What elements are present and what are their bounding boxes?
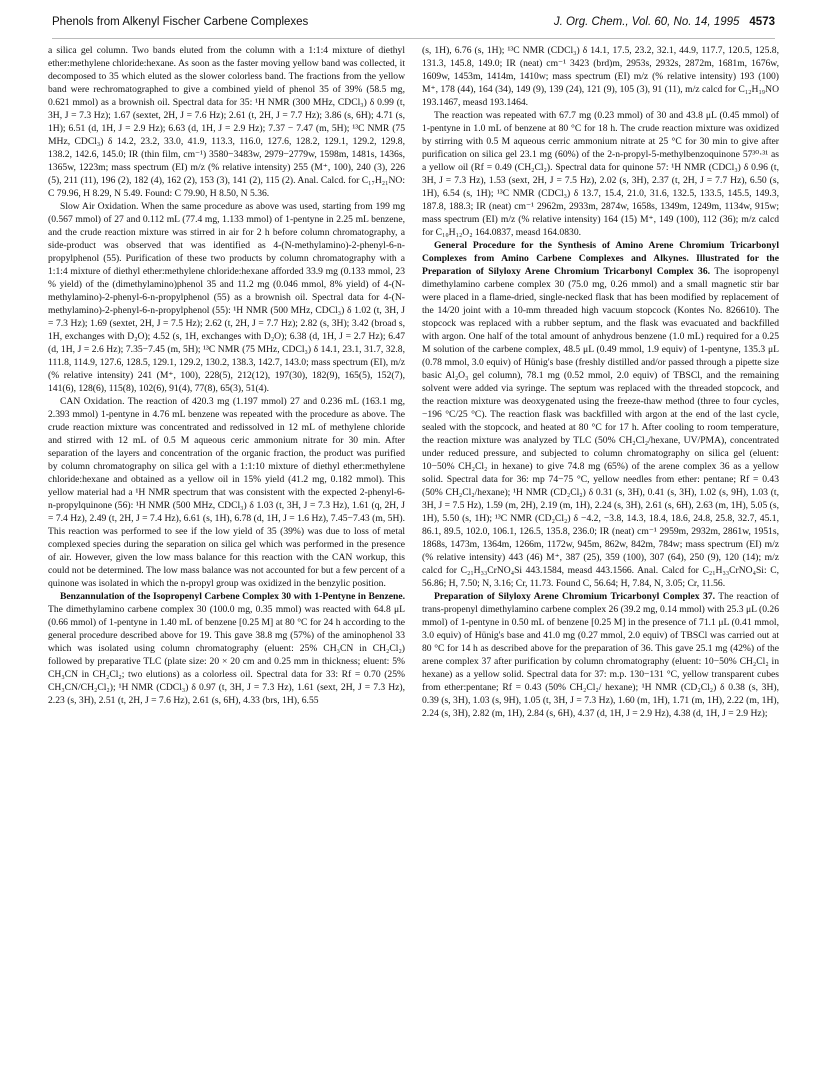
paragraph [48, 44, 405, 200]
paragraph [422, 109, 779, 239]
paragraph [422, 590, 779, 720]
section-heading: Benzannulation of the Isopropenyl Carbene Complex 30 with 1-Pentyne in Benzene. [60, 591, 405, 602]
paragraph [422, 239, 779, 590]
page-header [52, 16, 775, 39]
right-text-column [422, 44, 779, 1062]
paragraph-text: The dimethylamino carbene complex 30 (100.0 mg, 0.35 mmol) was reacted with 64.8 μL (0.66 mmol) of 1-pentyne in 1.40 mL of benzene [0.25 M] at 80 °C for 24 h according to the general procedure described above for 19. This gave 38.8 mg (57%) of the aminophenol 33 which was isolated using column chromatography (eluent: 25% CH₃CN in CH₂Cl₂) followed by preparative TLC (plate size: 20 × 20 cm and 0.25 mm in thickness; eluent: 5% CH₃CN in CH₂Cl₂; two elutions) as a colorless oil. Spectral data for 33: Rf = 0.70 (25% CH₃CN/CH₂Cl₂); ¹H NMR (CDCl₃) δ 0.97 (t, 3H, J = 7.3 Hz), 1.61 (sext, 2H, J = 7.3 Hz), 2.23 (s, 3H), 2.51 (t, 2H, J = 7.6 Hz), 2.61 (s, 6H), 4.33 (brs, 1H), 6.55 [48, 604, 405, 706]
page-number: 4573 [749, 16, 775, 28]
paragraph-text: The reaction of trans-propenyl dimethylamino carbene complex 26 (39.2 mg, 0.14 mmol) with 25.3 μL (0.26 mmol) of 1-pentyne in 0.50 mL of benzene [0.25 M] in the presence of 71.1 μL (0.41 mmol, 3.0 equiv) of Hünig's base and 41.0 mg (0.27 mmol, 2.0 equiv) of TBSCl was carried out at 80 °C for 14 h as described above for the preparation of 36. This gave 25.1 mg (42%) of the arene complex 37 after purification by column chromatography (eluent: 10−50% CH₂Cl₂ in hexane) as a yellow solid. Spectral data for 37: m.p. 130−131 °C, yellow transparent cubes from ether:pentane; Rf = 0.43 (50% CH₂Cl₂/ hexane); ¹H NMR (CD₂Cl₂) δ 0.38 (s, 3H), 0.39 (s, 3H), 1.03 (s, 9H), 1.05 (t, 3H, J = 7.3 Hz), 1.60 (m, 1H), 1.71 (m, 1H), 2.22 (m, 1H), 2.24 (s, 3H), 2.82 (m, 1H), 2.84 (s, 6H), 4.37 (d, 1H, J = 2.9 Hz), 4.38 (d, 1H, J = 2.9 Hz); [422, 591, 779, 719]
left-text-column [48, 44, 405, 1062]
section-heading: Preparation of Silyloxy Arene Chromium Tricarbonyl Complex 37. [434, 591, 715, 602]
section-heading: General Procedure for the Synthesis of Amino Arene Chromium Tricarbonyl Complexes from Amino Carbene Complexes and Alkynes. Illustrated for the Preparation of Silyloxy Arene Chromium Tricarbonyl Complex 36. [422, 240, 779, 277]
running-head: Phenols from Alkenyl Fischer Carbene Complexes [52, 16, 309, 28]
journal-citation [554, 16, 775, 28]
paragraph [48, 395, 405, 590]
paragraph-text: The isopropenyl dimethylamino carbene complex 30 (75.0 mg, 0.26 mmol) and a small magnetic stir bar were placed in a flame-dried, single-necked flask that has been modified by replacement of the 14/20 joint with a 10-mm threaded high vacuum stopcock (Kontes No. 826610). The stopcock was replaced with a rubber septum, and the flask was evacuated and backfilled with argon. One half of the total amount of anhydrous benzene (1.0 mL) required for a 0.25 M solution of the carbene complex, 48.5 μL (0.49 mmol, 1.9 equiv) of 1-pentyne, 135.3 μL (0.78 mmol, 3.0 equiv) of Hünig's base (freshly distilled and/or passed through a pipette size basic Al₂O₃ gel column), 78.1 mg (0.52 mmol, 2.0 equiv) of TBSCl, and the remaining solvent were added via syringe. The septum was replaced with the threaded stopcock, and the reaction mixture was deoxygenated using the freeze-thaw method (three to four cycles, −196 °C/25 °C). The reaction flask was backfilled with argon at the end of the last cycle, sealed with the stopcock, and heated at 80 °C for 17 h. After cooling to room temperature, the reaction mixture was analyzed by TLC (50% CH₂Cl₂/hexane, UV/PMA), concentrated under reduced pressure, and subjected to column chromatography on silica gel (eluent: 10−50% CH₂Cl₂ in hexane) to give 74.8 mg (65%) of the arene complex 36 as a yellow solid. Spectral data for 36: mp 74−75 °C, yellow needles from ether: pentane; Rf = 0.43 (50% CH₂Cl₂/hexane); ¹H NMR (CD₂Cl₂) δ 0.31 (s, 3H), 0.41 (s, 3H), 1.02 (s, 9H), 1.03 (t, 3H, J = 7.5 Hz), 1.59 (m, 2H), 2.19 (m, 1H), 2.24 (s, 3H), 2.61 (s, 6H), 2.63 (m, 1H), 5.05 (s, 1H), 5.50 (s, 1H); ¹³C NMR (CD₂Cl₂) δ −4.2, −3.8, 14.3, 18.4, 18.6, 24.8, 25.8, 32.7, 45.1, 86.1, 89.5, 102.0, 106.1, 126.5, 135.8, 236.0; IR (neat) cm⁻¹ 2959m, 2932m, 2861w, 1951s, 1868s, 1473m, 1364m, 1266m, 1172w, 945m, 862w, 842m, 784w; mass spectrum (EI) m/z (% relative intensity) 443 (46) M⁺, 387 (25), 359 (100), 307 (64), 250 (9), 120 (14); m/z calcd for C₂₁H₃₃CrNO₄Si 443.1584, measd 443.1566. Anal. Calcd for C₂₁H₃₃CrNO₄Si: C, 56.86; H, 7.50; N, 3.16; Cr, 11.73. Found C, 56.64; H, 7.84, N, 3.05; Cr, 11.56. [422, 266, 779, 589]
paragraph [48, 200, 405, 395]
paragraph-text: a silica gel column. Two bands eluted from the column with a 1:1:4 mixture of diethyl ether:methylene chloride:hexane. As soon as the faster moving yellow band was collected, it decomposed to 35 which eluted as the slower colorless band. The fractions from the yellow band were rechromatographed to give a combined yield of phenol 35 of 39% (58.5 mg, 0.621 mmol) as a brownish oil. Spectral data for 35: ¹H NMR (300 MHz, CDCl₃) δ 0.99 (t, 3H, J = 7.3 Hz); 1.67 (sextet, 2H, J = 7.6 Hz); 2.61 (t, 2H, J = 7.7 Hz); 3.86 (s, 6H); 4.71 (s, 1H); 6.51 (d, 1H, J = 2.9 Hz); 6.63 (d, 1H, J = 2.9 Hz); 7.37 − 7.47 (m, 5H); ¹³C NMR (75 MHz, CDCl₃) δ 14.2, 23.2, 33.0, 41.9, 113.3, 116.0, 127.6, 128.2, 129.1, 129.2, 129.8, 138.2, 142.6, 145.0; IR (thin film, cm⁻¹) 3580−3483w, 2979−2779w, 1598m, 1481s, 1436s, 1365w, 1223m; mass spectrum (EI) m/z (% relative intensity) 255 (M⁺, 100), 240 (3), 226 (5), 211 (11), 196 (2), 182 (4), 162 (2), 153 (3), 141 (2), 115 (2). Anal. Calcd. for C₁₇H₂₁NO: C 79.96, H 8.29, N 5.49. Found: C 79.90, H 8.50, N 5.36. [48, 45, 405, 199]
paragraph-text: The reaction was repeated with 67.7 mg (0.23 mmol) of 30 and 43.8 μL (0.45 mmol) of 1-pentyne in 1.0 mL of benzene at 80 °C for 18 h. The crude reaction mixture was oxidized by stirring with 0.5 M aqueous cerric ammonium nitrate at 25 °C for 30 min to give after purification on silica gel 23.1 mg (60%) of the 2-n-propyl-5-methylbenzoquinone 57³⁰·³¹ as a yellow oil (Rf = 0.49 (CH₂Cl₂). Spectral data for quinone 57: ¹H NMR (CDCl₃) δ 0.96 (t, 3H, J = 7.3 Hz), 1.53 (sext, 2H, J = 7.5 Hz), 2.02 (s, 3H), 2.37 (t, 2H, J = 7.7 Hz), 6.50 (s, 1H), 6.54 (s, 1H); ¹³C NMR (CDCl₃) δ 13.7, 15.4, 21.0, 31.6, 132.5, 133.5, 145.5, 149.3, 187.8, 188.3; IR (neat) cm⁻¹ 2962m, 2933m, 2874w, 1658s, 1349m, 1249m, 1134w, 915w; mass spectrum (EI) m/z (% relative intensity) 164 (15) M⁺, 149 (100), 112 (36); m/z calcd for C₁₀H₁₂O₂ 164.0837, measd 164.0830. [422, 110, 779, 238]
paragraph-text: CAN Oxidation. The reaction of 420.3 mg (1.197 mmol) 27 and 0.236 mL (163.1 mg, 2.393 mmol) 1-pentyne in 4.76 mL benzene was repeated with the procedure as above. The crude reaction mixture was concentrated and redissolved in 12 mL of methylene chloride and stirred with 12 mL of 0.5 M aqueous ceric ammonium nitrate for 30 min. After separation of the layers and concentration of the organic fraction, the product was purified by column chromatography on silica gel with a 1:1:10 mixture of diethyl ether:methylene chloride:hexane and obtained as a yellow oil in 15% yield (41.2 mg, 0.182 mmol). This yellow material had a ¹H NMR spectrum that was consistent with the expected 2-phenyl-6-n-propylquinone (56): ¹H NMR (500 MHz, CDCl₃) δ 1.03 (t, 3H, J = 7.3 Hz), 1.61 (q, 2H, J = 7.4 Hz), 2.49 (t, 2H, J = 7.4 Hz), 6.61 (s, 1H), 6.78 (d, 1H, J = 1.6 Hz), 7.45−7.43 (m, 5H). This reaction was performed to see if the low yield of 35 (39%) was due to loss of metal complexed species during the separation on silica gel which was performed in the presence of air. However, given the low mass balance for this reaction with the CAN workup, this could not be determined. The low mass balance was not accounted for but a few percent of a quinone was isolated in which the n-propyl group was oxidized in the benzylic position. [48, 396, 405, 589]
journal-reference: J. Org. Chem., Vol. 60, No. 14, 1995 [553, 16, 740, 28]
paragraph-text: (s, 1H), 6.76 (s, 1H); ¹³C NMR (CDCl₃) δ 14.1, 17.5, 23.2, 32.1, 44.9, 117.7, 120.5, 125.8, 131.3, 145.8, 149.0; IR (neat) cm⁻¹ 3423 (brd)m, 2953s, 2932s, 2872m, 1681m, 1676w, 1609w, 1453m, 1414m, 1410w; mass spectrum (EI) m/z (% relative intensity) 193 (100) M⁺, 178 (44), 164 (34), 149 (9), 139 (24), 121 (9), 105 (3), 91 (11), m/z calcd for C₁₂H₁₉NO 193.1467, measd 193.1464. [422, 45, 779, 108]
paragraph [48, 590, 405, 707]
paragraph-text: Slow Air Oxidation. When the same procedure as above was used, starting from 199 mg (0.567 mmol) of 27 and 0.112 mL (77.4 mg, 1.133 mmol) of 1-pentyne in 2.25 mL benzene, and the crude reaction mixture was stirred in air for 2 h before column chromatography, a side-product was observed that was identified as 4-(N-methylamino)-2-phenyl-6-n-propylphenol (55). Purification of these two products by column chromatography with a 1:1:4 mixture of diethyl ether:methylene chloride:hexane afforded 33.9 mg (0.133 mmol, 23 % yield) of the (dimethylamino)phenol 35 and 11.2 mg (0.046 mmol, 8% yield) of 4-(N-methylamino)-2-phenyl-6-n-propylphenol (55) as a brownish oil. Spectral data for 4-(N-methylamino)-2-phenyl-6-n-propylphenol (55): ¹H NMR (500 MHz, CDCl₃) δ 1.02 (t, 3H, J = 7.3 Hz); 1.69 (sextet, 2H, J = 7.5 Hz); 2.62 (t, 2H, J = 7.7 Hz); 2.82 (s, 3H); 3.42 (broad s, 1H, exchanges with D₂O); 4.52 (s, 1H, exchanges with D₂O); 6.38 (d, 1H, J = 2.7 Hz); 6.47 (d, 1H, J = 2.6 Hz); 7.35−7.45 (m, 5H); ¹³C NMR (75 MHz, CDCl₃) δ 14.1, 23.1, 31.7, 32.8, 111.8, 114.9, 127.6, 128.5, 129.1, 129.2, 130.2, 138.3, 142.7, 143.0; mass spectrum (EI), m/z (% relative intensity) 241 (M⁺, 100), 228(5), 212(12), 197(30), 182(9), 165(5), 152(7), 141(6), 128(6), 115(8), 102(6), 91(4), 77(8), 65(3), 51(4). [48, 201, 405, 394]
paragraph [422, 44, 779, 109]
